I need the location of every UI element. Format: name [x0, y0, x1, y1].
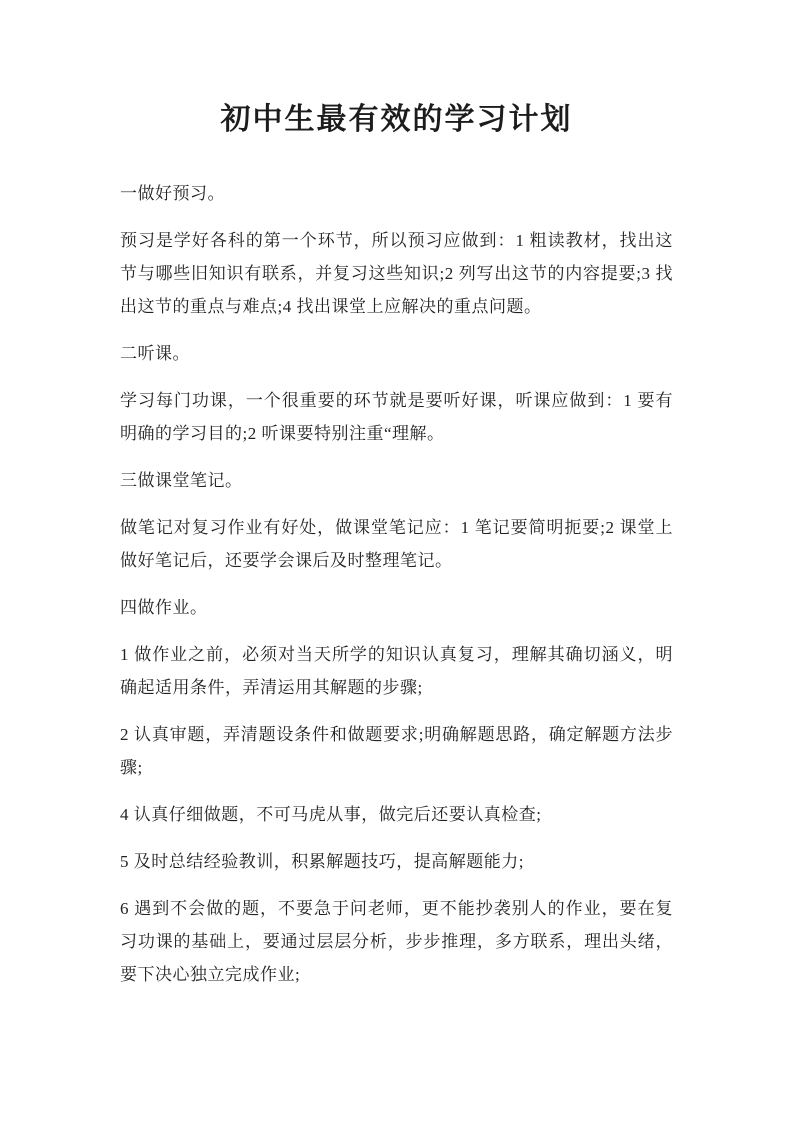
paragraph-heading-1: 一做好预习。	[120, 184, 225, 203]
paragraph-homework-item-5: 5 及时总结经验教训，积累解题技巧，提高解题能力;	[120, 852, 524, 871]
paragraph-homework-item-4: 4 认真仔细做题，不可马虎从事，做完后还要认真检查;	[120, 805, 542, 824]
paragraph-heading-4: 四做作业。	[120, 598, 208, 617]
paragraph-homework-item-6: 6 遇到不会做的题，不要急于问老师，更不能抄袭别人的作业，要在复习功课的基础上，要通过层层分析，步步推理，多方联系，理出头绪，要下决心独立完成作业;	[120, 899, 673, 984]
paragraph-notes-detail: 做笔记对复习作业有好处，做课堂笔记应：1 笔记要简明扼要;2 课堂上做好笔记后，还要学会课后及时整理笔记。	[120, 518, 673, 570]
paragraph-heading-2: 二听课。	[120, 344, 190, 363]
paragraph-homework-item-2: 2 认真审题，弄清题设条件和做题要求;明确解题思路，确定解题方法步骤;	[120, 725, 673, 777]
paragraph-homework-item-1: 1 做作业之前，必须对当天所学的知识认真复习，理解其确切涵义，明确起适用条件，弄清运用其解题的步骤;	[120, 645, 673, 697]
paragraph-preview-detail: 预习是学好各科的第一个环节，所以预习应做到：1 粗读教材，找出这节与哪些旧知识有联系，并复习这些知识;2 列写出这节的内容提要;3 找出这节的重点与难点;4 找出课堂上应解决的重点问题。	[120, 231, 673, 316]
paragraph-heading-3: 三做课堂笔记。	[120, 471, 243, 490]
paragraph-listening-detail: 学习每门功课，一个很重要的环节就是要听好课，听课应做到：1 要有明确的学习目的;2 听课要特别注重“理解。	[120, 391, 673, 443]
document-title: 初中生最有效的学习计划	[220, 103, 573, 136]
document-body	[120, 177, 673, 991]
